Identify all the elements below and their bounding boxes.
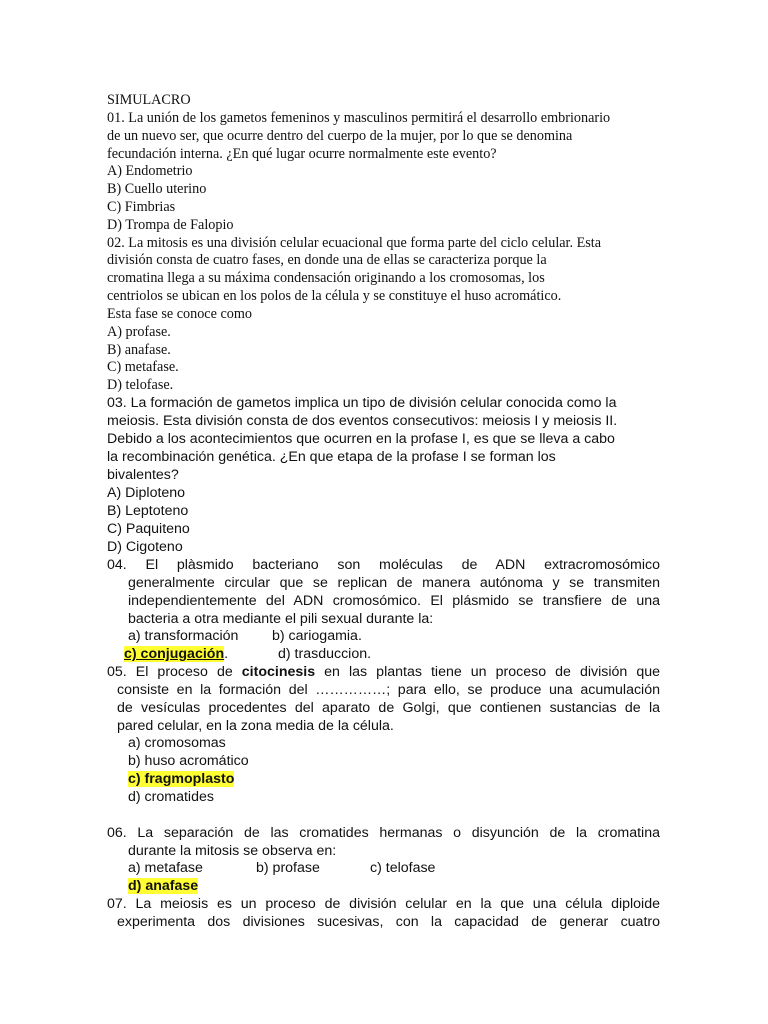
q1-option-d: D) Trompa de Falopio [107, 217, 234, 233]
q5-line-3: de vesículas procedentes del aparato de Golgi, que contienen sustancias de la [117, 700, 660, 716]
q3-line-4: la recombinación genética. ¿En que etapa de la profase I se forman los [107, 449, 556, 465]
q4-option-b: b) cariogamia. [272, 628, 362, 644]
q2-option-d: D) telofase. [107, 377, 174, 393]
q4-line-1: 04. El plàsmido bacteriano son moléculas de ADN extracromosómico [107, 557, 660, 573]
q1-option-b: B) Cuello uterino [107, 181, 207, 197]
q4-option-a: a) transformación [128, 628, 239, 644]
q5-line-1 [107, 664, 660, 682]
q2-option-c: C) metafase. [107, 359, 179, 375]
q3-line-3: Debido a los acontecimientos que ocurren en la profase I, es que se lleva a cabo [107, 431, 615, 447]
q3-line-5: bivalentes? [107, 467, 179, 483]
document-title: SIMULACRO [107, 92, 191, 108]
q6-line-1: 06. La separación de las cromatides hermanas o disyunción de la cromatina [107, 825, 660, 841]
q3-line-1: 03. La formación de gametos implica un tipo de división celular conocida como la [107, 395, 617, 411]
q1-option-a: A) Endometrio [107, 163, 193, 179]
q3-option-c: C) Paquiteno [107, 521, 190, 537]
q5-option-b: b) huso acromático [128, 753, 249, 769]
q4-line-4: bacteria a otra mediante el pili sexual durante la: [128, 611, 434, 627]
q1-line-1: 01. La unión de los gametos femeninos y masculinos permitirá el desarrollo embrionario [107, 110, 611, 126]
q4-line-3: independientemente del ADN cromosómico. El plásmido se transfiere de una [128, 593, 660, 609]
q2-option-a: A) profase. [107, 324, 171, 340]
q6-option-b: b) profase [256, 860, 320, 876]
q7-line-2: experimenta dos divisiones sucesivas, con la capacidad de generar cuatro [117, 914, 660, 930]
q4-option-c-wrap [124, 646, 228, 664]
q5-line-4: pared celular, en la zona media de la célula. [117, 718, 394, 734]
q2-option-b: B) anafase. [107, 342, 171, 358]
q1-option-c: C) Fimbrias [107, 199, 176, 215]
q3-option-d: D) Cigoteno [107, 539, 183, 555]
q5-option-d: d) cromatides [128, 789, 214, 805]
q4-option-d: d) trasduccion. [278, 646, 372, 662]
q5-line-1-prefix: 05. El proceso de [107, 664, 242, 680]
q2-line-1: 02. La mitosis es una división celular ecuacional que forma parte del ciclo celular. Esta [107, 235, 602, 251]
q1-line-3: fecundación interna. ¿En qué lugar ocurre normalmente este evento? [107, 146, 497, 162]
q2-line-3: cromatina llega a su máxima condensación originando a los cromosomas, los [107, 270, 545, 286]
q2-line-5: Esta fase se conoce como [107, 306, 252, 322]
q5-keyword: citocinesis [241, 664, 316, 680]
q2-line-4: centriolos se ubican en los polos de la célula y se constituye el huso acromático. [107, 288, 562, 304]
q2-line-2: división consta de cuatro fases, en donde una de ellas se caracteriza porque la [107, 252, 547, 268]
q6-option-a: a) metafase [128, 860, 203, 876]
q1-line-2: de un nuevo ser, que ocurre dentro del cuerpo de la mujer, por lo que se denomina [107, 128, 573, 144]
q6-option-d-answer: d) anafase [128, 878, 199, 894]
q4-option-c-suffix: . [224, 646, 229, 662]
q3-line-2: meiosis. Esta división consta de dos eventos consecutivos: meiosis I y meiosis II. [107, 413, 618, 429]
q5-line-1-suffix: en las plantas tiene un proceso de división que [315, 664, 660, 680]
q5-option-c-answer: c) fragmoplasto [128, 771, 235, 787]
q6-line-2: durante la mitosis se observa en: [128, 843, 337, 859]
q3-option-a: A) Diploteno [107, 485, 186, 501]
q5-option-c-wrap [128, 771, 234, 789]
q4-line-2: generalmente circular que se replican de manera autónoma y se transmiten [128, 575, 660, 591]
q6-option-c: c) telofase [370, 860, 436, 876]
q7-line-1: 07. La meiosis es un proceso de división celular en la que una célula diploide [107, 896, 660, 912]
q5-option-a: a) cromosomas [128, 735, 226, 751]
q6-option-d-wrap [128, 878, 198, 896]
q3-option-b: B) Leptoteno [107, 503, 189, 519]
q4-option-c-answer: c) conjugación [124, 646, 225, 662]
q5-line-2: consiste en la formación del ……………; para ello, se produce una acumulación [117, 682, 660, 698]
